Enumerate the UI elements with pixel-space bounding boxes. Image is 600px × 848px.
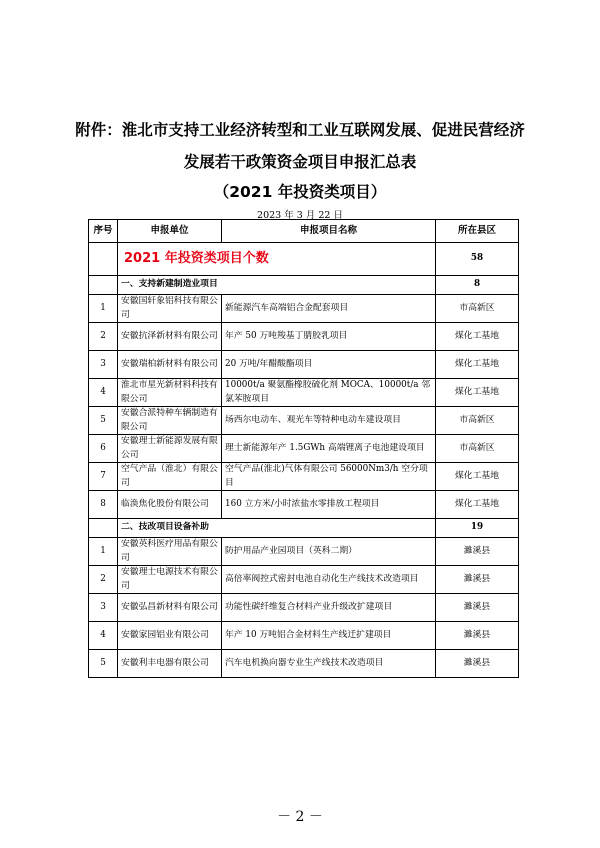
header-seq: 序号 — [89, 220, 118, 243]
row-seq: 2 — [89, 323, 118, 351]
row-area: 濉溪县 — [436, 650, 519, 678]
section-row — [89, 519, 519, 538]
row-unit: 安徽合派特种车辆制造有限公司 — [118, 407, 222, 435]
table-header-row — [89, 220, 519, 243]
section-empty-cell — [89, 519, 118, 538]
section-row — [89, 276, 519, 295]
table-row — [89, 407, 519, 435]
row-project: 理士新能源年产 1.5GWh 高端锂离子电池建设项目 — [222, 435, 436, 463]
report-date: 2023 年 3 月 22 日 — [257, 210, 343, 221]
row-area: 市高新区 — [436, 295, 519, 323]
summary-count: 58 — [436, 243, 519, 276]
row-seq: 8 — [89, 491, 118, 519]
title-line-2: 发展若干政策资金项目申报汇总表 — [183, 153, 417, 171]
table-row — [89, 566, 519, 594]
row-project: 年产 10 万吨铝合金材料生产线迁扩建项目 — [222, 622, 436, 650]
section-count: 8 — [436, 276, 519, 295]
row-area: 煤化工基地 — [436, 463, 519, 491]
row-seq: 7 — [89, 463, 118, 491]
header-unit: 申报单位 — [118, 220, 222, 243]
row-area: 煤化工基地 — [436, 379, 519, 407]
row-seq: 6 — [89, 435, 118, 463]
row-unit: 安徽利丰电器有限公司 — [118, 650, 222, 678]
summary-row — [89, 243, 519, 276]
table-row — [89, 594, 519, 622]
row-seq: 4 — [89, 379, 118, 407]
header-project: 申报项目名称 — [222, 220, 436, 243]
row-area: 市高新区 — [436, 435, 519, 463]
section-count: 19 — [436, 519, 519, 538]
row-project: 场西尔电动车、观光车等特种电动车建设项目 — [222, 407, 436, 435]
row-project: 汽车电机换向器专业生产线技术改造项目 — [222, 650, 436, 678]
title-line-3: （2021 年投资类项目） — [213, 183, 387, 201]
section-label: 二、技改项目设备补助 — [118, 519, 436, 538]
row-unit: 安徽家园铝业有限公司 — [118, 622, 222, 650]
section-label: 一、支持新建制造业项目 — [118, 276, 436, 295]
row-area: 市高新区 — [436, 407, 519, 435]
page-number: － 2 － — [277, 809, 323, 825]
row-area: 濉溪县 — [436, 566, 519, 594]
row-seq: 1 — [89, 295, 118, 323]
row-project: 160 立方米/小时浓盐水零排放工程项目 — [222, 491, 436, 519]
row-area: 濉溪县 — [436, 538, 519, 566]
row-project: 新能源汽车高端铝合金配套项目 — [222, 295, 436, 323]
row-project: 年产 50 万吨羧基丁腈胶乳项目 — [222, 323, 436, 351]
project-table — [88, 219, 519, 678]
title-line-1: 附件：淮北市支持工业经济转型和工业互联网发展、促进民营经济 — [75, 121, 525, 139]
row-unit: 安徽英科医疗用品有限公司 — [118, 538, 222, 566]
row-unit: 空气产品（淮北）有限公司 — [118, 463, 222, 491]
table-row — [89, 323, 519, 351]
row-unit: 安徽理士新能源发展有限公司 — [118, 435, 222, 463]
row-unit: 安徽抗泽新材料有限公司 — [118, 323, 222, 351]
row-seq: 5 — [89, 407, 118, 435]
table-row — [89, 351, 519, 379]
row-seq: 5 — [89, 650, 118, 678]
row-project: 空气产品(淮北)气体有限公司 56000Nm3/h 空分项目 — [222, 463, 436, 491]
row-seq: 1 — [89, 538, 118, 566]
row-project: 20 万吨/年醋酸酯项目 — [222, 351, 436, 379]
row-project: 10000t/a 聚氨酯橡胶硫化剂 MOCA、10000t/a 邻氯苯胺项目 — [222, 379, 436, 407]
table-row — [89, 491, 519, 519]
table-row — [89, 295, 519, 323]
row-seq: 2 — [89, 566, 118, 594]
table-row — [89, 379, 519, 407]
table-row — [89, 650, 519, 678]
summary-label: 2021 年投资类项目个数 — [118, 243, 436, 276]
row-area: 煤化工基地 — [436, 323, 519, 351]
row-seq: 3 — [89, 351, 118, 379]
table-row — [89, 538, 519, 566]
section-empty-cell — [89, 276, 118, 295]
row-project: 功能性碳纤维复合材料产业升级改扩建项目 — [222, 594, 436, 622]
row-seq: 3 — [89, 594, 118, 622]
row-seq: 4 — [89, 622, 118, 650]
row-unit: 安徽弘昌新材料有限公司 — [118, 594, 222, 622]
row-area: 煤化工基地 — [436, 351, 519, 379]
table-row — [89, 463, 519, 491]
row-area: 濉溪县 — [436, 622, 519, 650]
row-unit: 临涣焦化股份有限公司 — [118, 491, 222, 519]
table-row — [89, 622, 519, 650]
table-row — [89, 435, 519, 463]
header-area: 所在县区 — [436, 220, 519, 243]
row-unit: 淮北市星光新材料科技有限公司 — [118, 379, 222, 407]
row-unit: 安徽国轩象铝科技有限公司 — [118, 295, 222, 323]
row-project: 高倍率阀控式密封电池自动化生产线技术改造项目 — [222, 566, 436, 594]
row-area: 煤化工基地 — [436, 491, 519, 519]
row-unit: 安徽理士电源技术有限公司 — [118, 566, 222, 594]
summary-empty-cell — [89, 243, 118, 276]
row-area: 濉溪县 — [436, 594, 519, 622]
row-unit: 安徽瑞柏新材料有限公司 — [118, 351, 222, 379]
row-project: 防护用品产业园项目（英科二期） — [222, 538, 436, 566]
